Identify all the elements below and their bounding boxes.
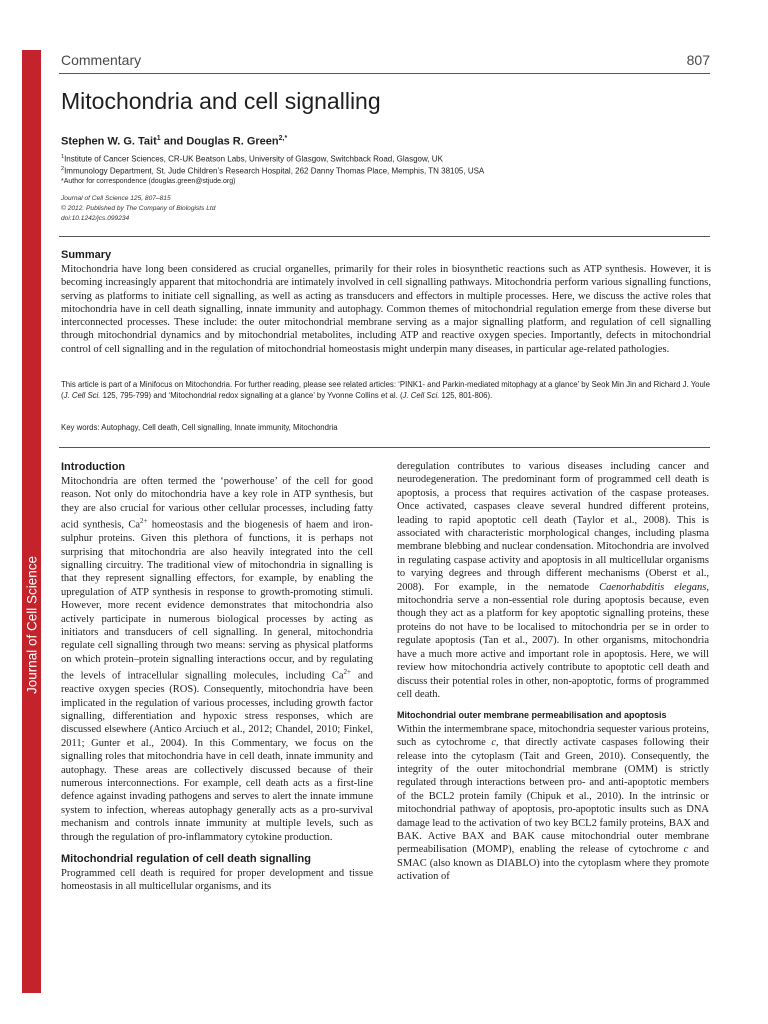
doi-line: doi:10.1242/jcs.099234: [61, 215, 130, 222]
correspondence-note: *Author for correspondence (douglas.green@stjude.org): [61, 178, 236, 185]
summary-heading: Summary: [61, 249, 112, 261]
summary-text: Mitochondria have long been considered as crucial organelles, primarily for their roles in biosynthetic reactions such as ATP synthesis. However, it is becoming increasingly apparent that mitochondria are intimately involved in cell signalling pathways. Mitochondria perform various signalling functions, serving as platforms to initiate cell signalling, as well as acting as transducers and effectors in multiple processes. Here, we discuss the active roles that mitochondria have in cell death signalling, innate immunity and autophagy. Common themes of mitochondrial regulation emerge from these diverse but interconnected processes. These include: the outer mitochondrial membrane serving as a major signalling platform, and regulation of cell signalling through mitochondrial dynamics and by mitochondrial metabolites, including ATP and reactive oxygen species. Importantly, defects in mitochondrial control of cell signalling and in the regulation of mitochondrial homeostasis might underpin many diseases, in particular age-related pathologies.: [61, 264, 711, 355]
header-rule: [59, 73, 710, 74]
superscript: 2+: [140, 517, 148, 526]
journal-reference: Journal of Cell Science 125, 807–815: [61, 195, 171, 202]
affiliation-1: [61, 154, 443, 164]
italic-letter: c: [491, 737, 497, 749]
section-heading-cell-death: Mitochondrial regulation of cell death signalling: [61, 852, 311, 865]
affiliation-text: Immunology Department, St. Jude Children’s Research Hospital, 262 Danny Thomas Place, Memphis, TN 38105, USA: [64, 166, 485, 176]
section-label: Commentary: [61, 52, 142, 68]
paragraph-text: , mitochondria serve a non-essential role during apoptosis because, even though they act as a platform for key apoptotic signalling proteins, these proteins do not have to be localised to mitochondria per se in order to regulate apoptosis (Tan et al., 2007). In other organisms, mitochondria have a much more active and important role in apoptosis. Here, we will review how mitochondria actively contribute to apoptotic cell death and discuss their potential roles in other, non-apoptotic, forms of programmed cell death.: [397, 581, 709, 700]
body-column-right: [397, 460, 709, 884]
author-name: Stephen W. G. Tait: [61, 135, 157, 148]
spacer: [61, 844, 373, 852]
paragraph-text: Within the intermembrane space, mitochondria sequester various proteins, such as cytochrome: [397, 723, 709, 749]
paragraph-text: and SMAC (also known as DIABLO) into the cytoplasm where they promote activation of: [397, 844, 709, 883]
article-title: Mitochondria and cell signalling: [61, 88, 381, 114]
author-affiliation-mark: 1: [156, 135, 161, 142]
affiliation-mark: 1: [61, 154, 65, 160]
author-name: Douglas R. Green: [186, 135, 279, 148]
minifocus-text: This article is part of a Minifocus on Mitochondria. For further reading, please see related articles: ‘PINK1- and Parkin-mediated mitophagy at a glance’ by Seok Min Jin and Richard J. Youle (: [61, 380, 710, 400]
subsection-heading-momp: Mitochondrial outer membrane permeabilisation and apoptosis: [397, 710, 667, 721]
italic-letter: c: [683, 844, 689, 856]
page-number: 807: [686, 52, 710, 68]
journal-name: Journal of Cell Science: [24, 555, 39, 695]
spacer: [397, 701, 709, 709]
journal-abbrev: J. Cell Sci.: [402, 391, 440, 400]
minifocus-text: 125, 795-799) and ‘Mitochondrial redox signalling at a glance’ by Yvonne Collins et al. (: [100, 391, 403, 400]
copyright-line: © 2012. Published by The Company of Biologists Ltd: [61, 205, 216, 212]
affiliation-2: [61, 166, 484, 176]
minifocus-note: [61, 379, 711, 401]
cell-death-paragraph: Programmed cell death is required for proper development and tissue homeostasis in all multicellular organisms, and its: [61, 867, 373, 893]
journal-sidebar: [22, 50, 41, 993]
affiliation-mark: 2: [61, 166, 65, 172]
author-conjunction: and: [163, 135, 184, 148]
introduction-paragraph: [61, 475, 373, 844]
author-affiliation-mark: 2,*: [278, 135, 288, 142]
paragraph-text: deregulation contributes to various diseases including cancer and neurodegeneration. The predominant form of programmed cell death is apoptosis, a process that requires activation of the caspase proteases. Once activated, caspases cleave several hundred different proteins, leading to rapid apoptotic cell death (Taylor et al., 2008). This is associated with characteristic morphological changes, including plasma membrane blebbing and nuclear condensation. Mitochondria are involved in regulating caspase activity and apoptosis in all multicellular organisms to varying degrees and through different mechanisms (Oberst et al., 2008). For example, in the nematode: [397, 461, 709, 593]
minifocus-text: 125, 801-806).: [439, 391, 493, 400]
affiliation-text: Institute of Cancer Sciences, CR-UK Beatson Labs, University of Glasgow, Switchback Road, Glasgow, UK: [64, 154, 443, 164]
paragraph-text: , that directly activate caspases following their release into the cytoplasm (Tait and Green, 2010). Consequently, the integrity of the outer mitochondrial membrane (OMM) is strictly regulated through interactions between pro- and anti-apoptotic members of the BCL2 protein family (Chipuk et al., 2010). In the intrinsic or mitochondrial pathway of apoptosis, pro-apoptotic insults such as DNA damage lead to the activation of two key BCL2 family proteins, BAX and BAK. Active BAX and BAK cause mitochondrial outer membrane permeabilisation (MOMP), enabling the release of cytochrome: [397, 737, 709, 856]
paragraph-text: homeostasis and the biogenesis of haem and iron-sulphur proteins. Given this plethora of functions, it is perhaps not surprising that mitochondria are also heavily integrated into the cell signalling circuitry. The traditional view of mitochondria in signalling is that they represent signalling effectors, for example, by enabling the upregulation of ATP synthesis in response to growth-promoting stimuli. However, more recent evidence demonstrates that mitochondria also actively participate in numerous biological processes by acting as initiators and transducers of cell signalling. In general, mitochondria regulate cell signalling through two means: serving as physical platforms on which protein–protein signalling interactions occur, and by regulating the levels of intracellular signalling molecules, including Ca: [61, 519, 374, 682]
keywords: Key words: Autophagy, Cell death, Cell signalling, Innate immunity, Mitochondria: [61, 423, 338, 432]
superscript: 2+: [343, 668, 351, 677]
cell-death-paragraph-continued: [397, 460, 709, 701]
keywords-rule: [59, 447, 710, 448]
paragraph-text: and reactive oxygen species (ROS). Consequently, mitochondria have been implicated in the regulation of various processes, including growth factor signalling, differentiation and hypoxic stress responses, which are discussed elsewhere (Antico Arciuch et al., 2012; Chandel, 2010; Finkel, 2011; Gunter et al., 2004). In this Commentary, we focus on the signalling roles that mitochondria have in cell death, innate immunity and autophagy. These areas are collectively discussed because of their numerous interconnections. For example, cell death acts as a first-line defence against invading pathogens and serves to alert the innate immune system to infection, whereas autophagy generally acts as a pro-survival mechanism and controls innate immunity at multiple levels, such as through the regulation of pro-inflammatory cytokine production.: [61, 670, 373, 843]
body-column-left: [61, 460, 373, 894]
momp-paragraph: [397, 723, 709, 884]
journal-abbrev: J. Cell Sci.: [63, 391, 101, 400]
species-name: Caenorhabditis elegans: [599, 581, 707, 593]
section-heading-introduction: Introduction: [61, 461, 126, 473]
title-block-rule: [59, 236, 710, 237]
author-line: [61, 135, 287, 148]
paragraph-text: Mitochondria are often termed the ‘powerhouse’ of the cell for good reason. Not only do mitochondria have a key role in ATP synthesis, but they are also crucial for various other cellular processes, including fatty acid synthesis, Ca: [61, 476, 373, 531]
